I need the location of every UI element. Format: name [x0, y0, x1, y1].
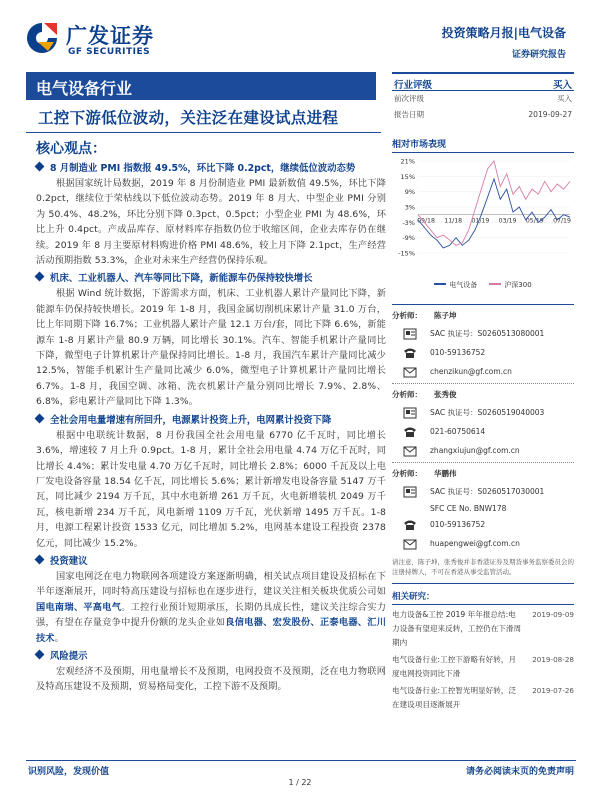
y-tick-label: -15% — [398, 249, 415, 258]
analyst-phone: 021-60750614 — [430, 427, 486, 436]
email-icon — [402, 537, 418, 551]
sidebar — [392, 72, 574, 712]
analyst-name-row — [392, 384, 574, 403]
y-tick-label: -3% — [402, 218, 415, 227]
analyst-name: 张秀俊 — [434, 390, 457, 399]
section-heading — [36, 650, 386, 664]
section-heading — [36, 414, 386, 428]
related-report-date: 2019-07-26 — [532, 686, 574, 695]
analyst-role: 分析师： — [392, 390, 422, 399]
x-tick-label: 07/19 — [553, 217, 571, 225]
diamond-bullet-icon — [35, 162, 45, 172]
report-headline: 工控下游低位波动，关注泛在建设试点进程 — [38, 109, 339, 127]
analyst-email-row — [392, 534, 574, 553]
footer-rule — [26, 760, 576, 761]
prev-rating-row — [392, 91, 574, 107]
page-number: 1 / 22 — [288, 778, 312, 787]
analyst-email-row — [392, 441, 574, 460]
section-heading-text: 机床、工业机器人、汽车等同比下降，新能源车仍保持较快增长 — [50, 273, 313, 285]
stock-highlight: 良信电器、宏发股份、正泰电器、汇川技术 — [36, 617, 387, 644]
related-report[interactable] — [392, 653, 574, 681]
section-heading-text: 全社会用电量增速有所回升，电源累计投资上升，电网累计投资下降 — [50, 414, 332, 426]
analyst-phone-row — [392, 515, 574, 534]
legend-item — [434, 280, 477, 290]
section-heading-text: 投资建议 — [50, 555, 88, 567]
analyst-cert: SAC 执证号：S0260519040003 — [430, 408, 545, 417]
id-card-icon — [402, 327, 418, 341]
report-subtype: 证券研究报告 — [511, 50, 566, 60]
diamond-bullet-icon — [35, 413, 45, 423]
rating-header — [392, 72, 574, 91]
legend-swatch — [489, 283, 501, 285]
legend-label: 电气设备 — [449, 281, 478, 289]
section-heading-text: 8 月制造业 PMI 指数报 49.5%，环比下降 0.2pct，继续低位波动态势 — [50, 163, 356, 174]
y-tick-label: 3% — [404, 203, 415, 212]
x-tick-label: 09/18 — [417, 217, 435, 225]
related-report-title[interactable]: 电力设备&工控 2019 年年报总结:电力设备有望迎来反转，工控仍在下滑周期内 — [392, 610, 522, 647]
analyst-name-row — [392, 305, 574, 324]
analyst-phone-row — [392, 422, 574, 441]
section-paragraph: 根据中电联统计数据，8 月份我国全社会用电量 6770 亿千瓦时，同比增长 3.6%，增速较 7 月上升 0.9pct。1-8 月，累计全社会用电量 4.74 万亿千瓦时，同比增长 4.4%；累计发电量 4.70 万亿千瓦时，同比增长 2.8%；6000 千瓦及以上电厂发电设备容量 18.54 亿千瓦，同比增长 5.6%；累计新增发电设备容量 5147 万千瓦，同比减少 2194 万千瓦，其中水电新增 261 万千瓦，火电新增装机 2049 万千瓦，核电新增 234 万千瓦，风电新增 1109 万千瓦，光伏新增 1495 万千瓦。1-8 月，电源工程累计投资 1533 亿元，同比增加 5.2%，电网基本建设工程投资 2378 亿元，同比减少 15.2%。 — [36, 429, 386, 549]
paragraph-text: 国家电网泛在电力物联网各项建设方案逐渐明确，相关试点项目建设及招标在下半年逐渐展开，同时特高压建设与招标也在逐步进行，建议关注相关板块优质公司如 — [36, 570, 386, 598]
analyst-email[interactable]: zhangxiujun@gf.com.cn — [430, 446, 520, 455]
related-report[interactable] — [392, 684, 574, 712]
analyst-cert: SAC 执证号：S0260517030001 — [430, 487, 545, 496]
main-content — [36, 158, 386, 695]
related-research-title: 相关研究： — [392, 590, 574, 605]
rating-label: 行业评级 — [394, 80, 433, 91]
section-heading — [36, 555, 386, 569]
diamond-bullet-icon — [35, 554, 45, 564]
page-header — [0, 0, 600, 70]
report-type: 投资策略月报|电气设备 — [441, 26, 566, 40]
legend-label: 沪深300 — [504, 281, 532, 289]
id-card-icon — [402, 406, 418, 420]
analyst-sfc-row — [392, 501, 574, 515]
analyst-sfc: SFC CE No. BNW178 — [430, 503, 507, 513]
analyst-phone: 010-59136752 — [430, 520, 486, 529]
id-card-icon — [402, 485, 418, 499]
email-icon — [402, 365, 418, 379]
related-report[interactable] — [392, 608, 574, 650]
section-paragraph — [36, 569, 386, 646]
analyst-email[interactable]: chenzikun@gf.com.cn — [430, 367, 512, 376]
analyst-name-row — [392, 463, 574, 482]
section-heading — [36, 162, 386, 176]
logo-text-en: GF SECURITIES — [68, 47, 151, 57]
diamond-bullet-icon — [35, 272, 45, 282]
section-paragraph: 根据 Wind 统计数据，下游需求方面，机床、工业机器人累计产量同比下降，新能源车仍保持较快增长。2019 年 1-8 月，我国金属切削机床累计产量 31.0 万台，比上年同期下降 16.7%；工业机器人累计产量 12.1 万台/套，同比下降 6.6%，新能源车 1-8 月累计产量 80.9 万辆，同比增长 30.1%。汽车、智能手机累计产量同比下降，微型电子计算机累计产量保持同比增长。1-8 月，我国汽车累计产量同比减少 12.5%，智能手机累计生产量同比减少 6.0%，微型电子计算机累计产量同比增长 6.7%。1-8 月，我国空调、冰箱、洗衣机累计产量分别同比增长 7.9%、2.8%、6.8%，彩电累计产量同比下降 1.3%。 — [36, 288, 386, 408]
x-tick-label: 01/19 — [471, 217, 490, 225]
prev-rating-value: 买入 — [557, 94, 572, 103]
chart-legend — [392, 280, 574, 290]
analyst-email[interactable]: huapengwei@gf.com.cn — [430, 539, 520, 548]
y-tick-label: 21% — [400, 157, 415, 166]
legend-item — [489, 280, 531, 290]
report-date-value: 2019-09-27 — [528, 110, 572, 119]
blank-icon-slot — [402, 501, 418, 515]
related-report-title[interactable]: 电气设备行业:工控下游略有好转，月度电网投资同比下滑 — [392, 655, 517, 678]
relative-performance-chart — [392, 155, 574, 280]
chart-svg — [392, 155, 574, 267]
section-heading-text: 风险提示 — [50, 650, 88, 662]
disclaimer-note: 请注意，陈子坤，张秀俊并非香港证券及期货事务监察委员会的注册持牌人，不可在香港从事受监管活动。 — [392, 553, 574, 584]
core-view-title: 核心观点： — [36, 141, 106, 157]
analyst-cert-row — [392, 403, 574, 422]
paragraph-text: 。工控行业预计短期承压，长期仍具成长性，建议关注综合实力强，有望在存量竞争中提升份额的龙头企业如 — [36, 601, 386, 629]
x-tick-label: 11/18 — [444, 217, 463, 225]
analyst-cert: SAC 执证号：S0260513080001 — [430, 329, 545, 338]
y-tick-label: 15% — [400, 172, 415, 181]
analyst-email-row — [392, 362, 574, 381]
footer-slogan: 识别风险，发现价值 — [28, 767, 110, 777]
analyst-cert-row — [392, 482, 574, 501]
analyst-name: 华鹏伟 — [434, 469, 457, 478]
headline-rule — [26, 132, 381, 133]
x-tick-label: 05/19 — [525, 217, 544, 225]
analyst-role: 分析师： — [392, 469, 422, 478]
industry-title: 电气设备行业 — [26, 72, 376, 100]
section-paragraph: 宏观经济不及预期，用电量增长不及预期，电网投资不及预期，泛在电力物联网及特高压建设不及预期，贸易格局变化，工控下游不及预期。 — [36, 665, 386, 693]
phone-icon — [402, 346, 418, 360]
rating-value: 买入 — [552, 80, 572, 91]
report-date-label: 报告日期 — [394, 110, 424, 119]
analyst-phone-row — [392, 343, 574, 362]
phone-icon — [402, 518, 418, 532]
related-report-date: 2019-09-09 — [532, 610, 574, 619]
analyst-phone: 010-59136752 — [430, 348, 486, 357]
logo-text-cn: 广发证券 — [66, 24, 154, 48]
y-tick-label: 9% — [404, 188, 415, 197]
report-date-row — [392, 107, 574, 123]
legend-swatch — [434, 283, 446, 285]
analyst-role: 分析师： — [392, 311, 422, 320]
company-logo — [24, 20, 174, 64]
diamond-bullet-icon — [35, 650, 45, 660]
gf-logo-icon — [24, 20, 60, 56]
prev-rating-label: 前次评级 — [394, 94, 424, 103]
stock-highlight: 国电南瑞、平高电气 — [36, 601, 122, 613]
related-report-title[interactable]: 电气设备行业:工控智光明显好转，泛在建设项目逐渐展开 — [392, 686, 517, 709]
perf-title: 相对市场表现 — [392, 137, 574, 153]
related-report-date: 2019-08-28 — [532, 655, 574, 664]
section-paragraph: 根据国家统计局数据，2019 年 8 月份制造业 PMI 最新数值 49.5%，环比下降 0.2pct，继续位于荣枯线以下低位波动态势。2019 年 8 月大、中型企业 PMI 分别为 50.4%、48.2%，环比分别下降 0.3pct、0.5pct；小型企业 PMI 为 48.6%，环比上升 0.4pct。产成品库存、原材料库存指数仍位于收缩区间，企业去库存仍在继续。2019 年 8 月主要原材料购进价格 PMI 48.6%，较上月下降 2.1pct，生产经营活动预期指数 53.3%，企业对未来生产经营仍保持乐观。 — [36, 178, 386, 267]
analyst-name: 陈子坤 — [434, 311, 457, 320]
section-heading — [36, 272, 386, 286]
series-line — [418, 161, 570, 245]
analyst-cert-row — [392, 324, 574, 343]
analyst-block — [392, 304, 574, 584]
paragraph-text: 。 — [54, 632, 64, 644]
email-icon — [402, 444, 418, 458]
x-tick-label: 03/19 — [498, 217, 517, 225]
y-tick-label: -9% — [402, 234, 415, 243]
phone-icon — [402, 425, 418, 439]
footer-disclaimer: 请务必阅读末页的免责声明 — [465, 767, 574, 777]
